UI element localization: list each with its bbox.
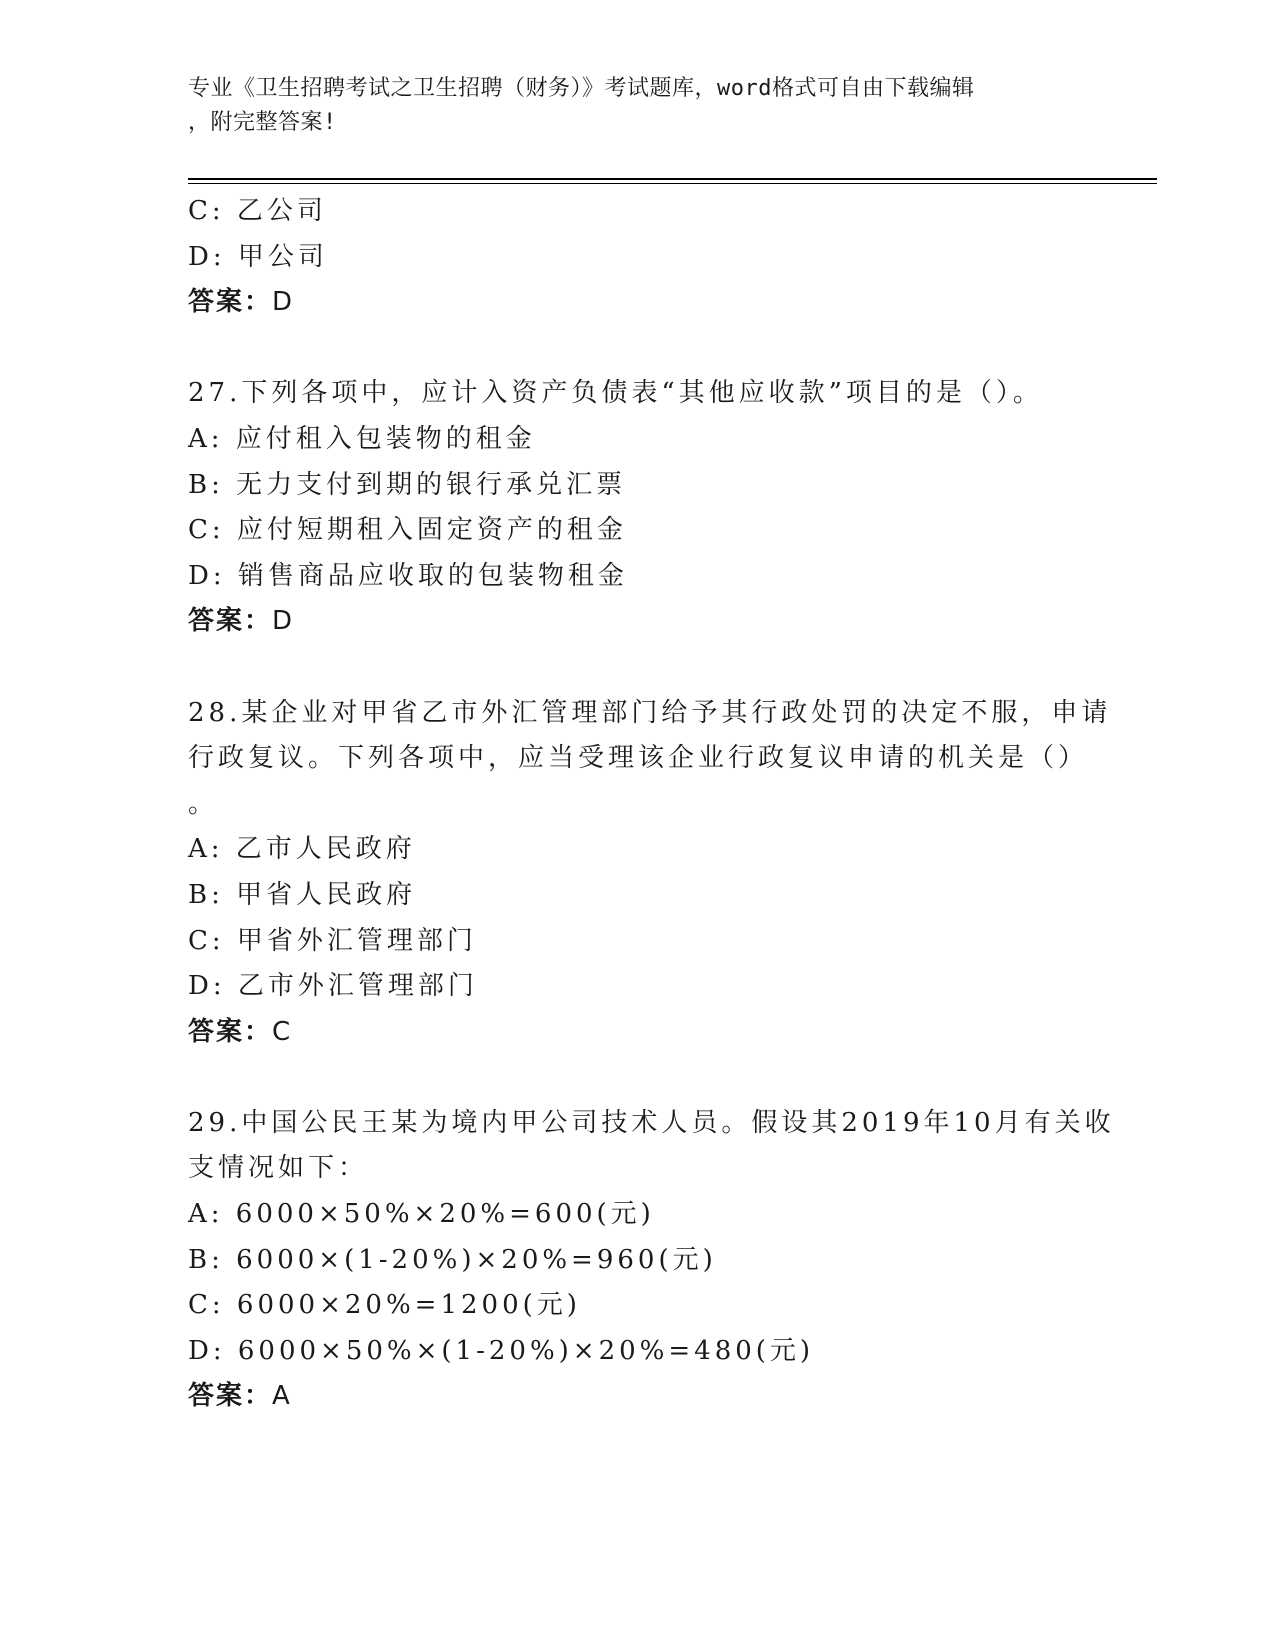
option-b: B: 甲省人民政府 [188,879,417,910]
question-28 [188,691,1112,1056]
header-divider-thin [188,183,1157,184]
answer-value: D [272,287,295,318]
option-d: D: 6000×50%×(1-20%)×20%=480(元) [188,1335,815,1366]
header-divider-thick [188,178,1157,180]
option-d: D: 乙市外汇管理部门 [188,971,478,1002]
answer-line [188,599,1088,645]
answer-label: 答案： [188,287,273,318]
option-c: C: 6000×20%=1200(元) [188,1290,581,1321]
option-c: C: 应付短期租入固定资产的租金 [188,515,627,546]
answer-value: A [272,1381,292,1412]
answer-line [188,280,1088,326]
question-stem: 27.下列各项中，应计入资产负债表“其他应收款”项目的是（）。 [188,378,1043,409]
answer-line [188,1374,1088,1420]
option-a: A: 乙市人民政府 [188,834,416,865]
question-27 [188,371,1088,645]
question-26 [188,189,1088,326]
question-list [188,189,1115,1420]
option-c: C: 甲省外汇管理部门 [188,925,477,956]
answer-label: 答案： [188,1016,273,1047]
question-stem-line-1: 29.中国公民王某为境内甲公司技术人员。假设其2019年10月有关收 [188,1107,1115,1138]
header-line-1: 专业《卫生招聘考试之卫生招聘（财务）》考试题库，word格式可自由下载编辑 [188,76,975,101]
option-d: D: 销售商品应收取的包装物租金 [188,560,628,591]
header-line-2: ，附完整答案! [188,110,337,135]
question-stem-line-2: 行政复议。下列各项中，应当受理该企业行政复议申请的机关是（） [188,743,1089,774]
document-header [188,72,1088,140]
option-a: A: 应付租入包装物的租金 [188,423,536,454]
question-stem-line-3: 。 [188,788,219,819]
question-29 [188,1101,1115,1420]
answer-label: 答案： [188,606,273,637]
answer-value: C [272,1016,293,1047]
option-b: B: 无力支付到期的银行承兑汇票 [188,469,627,500]
question-stem-line-1: 28.某企业对甲省乙市外汇管理部门给予其行政处罚的决定不服，申请 [188,697,1112,728]
option-b: B: 6000×(1-20%)×20%=960(元) [188,1244,717,1275]
answer-line [188,1010,1088,1056]
question-stem-line-2: 支情况如下： [188,1153,369,1184]
answer-value: D [272,606,295,637]
option-a: A: 6000×50%×20%=600(元) [188,1199,655,1230]
option-d: D: 甲公司 [188,241,328,272]
answer-label: 答案： [188,1381,273,1412]
option-c: C: 乙公司 [188,196,327,226]
